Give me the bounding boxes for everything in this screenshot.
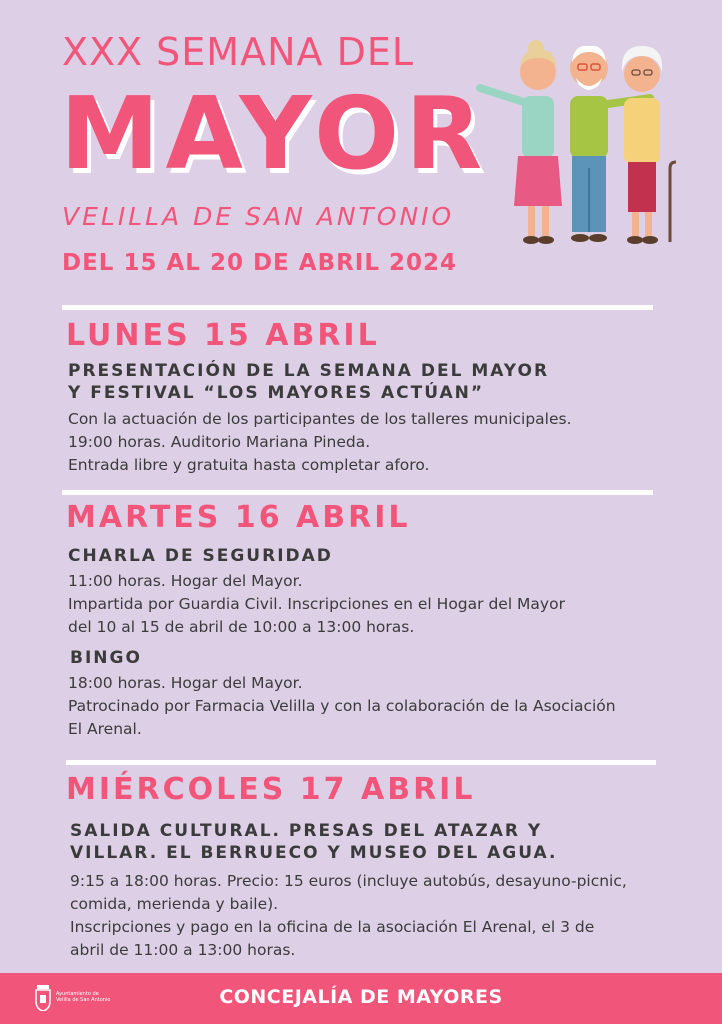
day-heading-wednesday: MIÉRCOLES 17 ABRIL: [66, 772, 476, 807]
detail-line: comida, merienda y baile).: [70, 895, 279, 913]
event-title-bingo: [70, 647, 142, 669]
day-heading-monday: LUNES 15 ABRIL: [66, 318, 380, 353]
event-dates: DEL 15 AL 20 DE ABRIL 2024: [62, 250, 458, 276]
logo-line: Velilla de San Antonio: [56, 997, 111, 1003]
divider: [62, 305, 653, 310]
town-subtitle: VELILLA DE SAN ANTONIO: [62, 202, 455, 231]
title-top: XXX SEMANA DEL: [62, 30, 415, 74]
woman-left-figure: [480, 40, 562, 244]
event-title-line: SALIDA CULTURAL. PRESAS DEL ATAZAR Y: [70, 821, 543, 841]
title-mayor: MAYOR: [60, 75, 489, 192]
divider: [62, 490, 653, 495]
event-details-cultural-trip: [70, 870, 627, 962]
footer-label: CONCEJALÍA DE MAYORES: [219, 986, 503, 1008]
event-title-line: PRESENTACIÓN DE LA SEMANA DEL MAYOR: [68, 361, 550, 381]
divider: [66, 760, 656, 765]
event-title-cultural-trip: [70, 820, 557, 864]
elderly-people-illustration: [474, 38, 694, 248]
detail-line: Inscripciones y pago en la oficina de la asociación El Arenal, el 3 de: [70, 918, 595, 936]
detail-line: Con la actuación de los participantes de los talleres municipales.: [68, 410, 572, 428]
event-title-line: BINGO: [70, 648, 142, 668]
detail-line: 18:00 horas. Hogar del Mayor.: [68, 674, 303, 692]
event-details-presentation: [68, 408, 572, 477]
woman-right-figure: [622, 46, 676, 244]
detail-line: El Arenal.: [68, 720, 142, 738]
footer-bar: [0, 973, 722, 1024]
detail-line: Entrada libre y gratuita hasta completar aforo.: [68, 456, 430, 474]
detail-line: 9:15 a 18:00 horas. Precio: 15 euros (incluye autobús, desayuno-picnic,: [70, 872, 627, 890]
day-heading-tuesday: MARTES 16 ABRIL: [66, 500, 411, 535]
logo-line: Ayuntamiento de: [56, 991, 99, 997]
event-details-bingo: [68, 672, 616, 741]
event-title-presentation: [68, 360, 549, 404]
event-title-line: Y FESTIVAL “LOS MAYORES ACTÚAN”: [68, 383, 485, 403]
event-details-security-talk: [68, 570, 565, 639]
detail-line: Patrocinado por Farmacia Velilla y con la colaboración de la Asociación: [68, 697, 616, 715]
detail-line: Impartida por Guardia Civil. Inscripciones en el Hogar del Mayor: [68, 595, 565, 613]
detail-line: abril de 11:00 a 13:00 horas.: [70, 941, 296, 959]
detail-line: 19:00 horas. Auditorio Mariana Pineda.: [68, 433, 371, 451]
detail-line: del 10 al 15 de abril de 10:00 a 13:00 horas.: [68, 618, 415, 636]
event-title-line: CHARLA DE SEGURIDAD: [68, 546, 333, 566]
event-title-security-talk: [68, 545, 333, 567]
event-title-line: VILLAR. EL BERRUECO Y MUSEO DEL AGUA.: [70, 843, 558, 863]
detail-line: 11:00 horas. Hogar del Mayor.: [68, 572, 303, 590]
